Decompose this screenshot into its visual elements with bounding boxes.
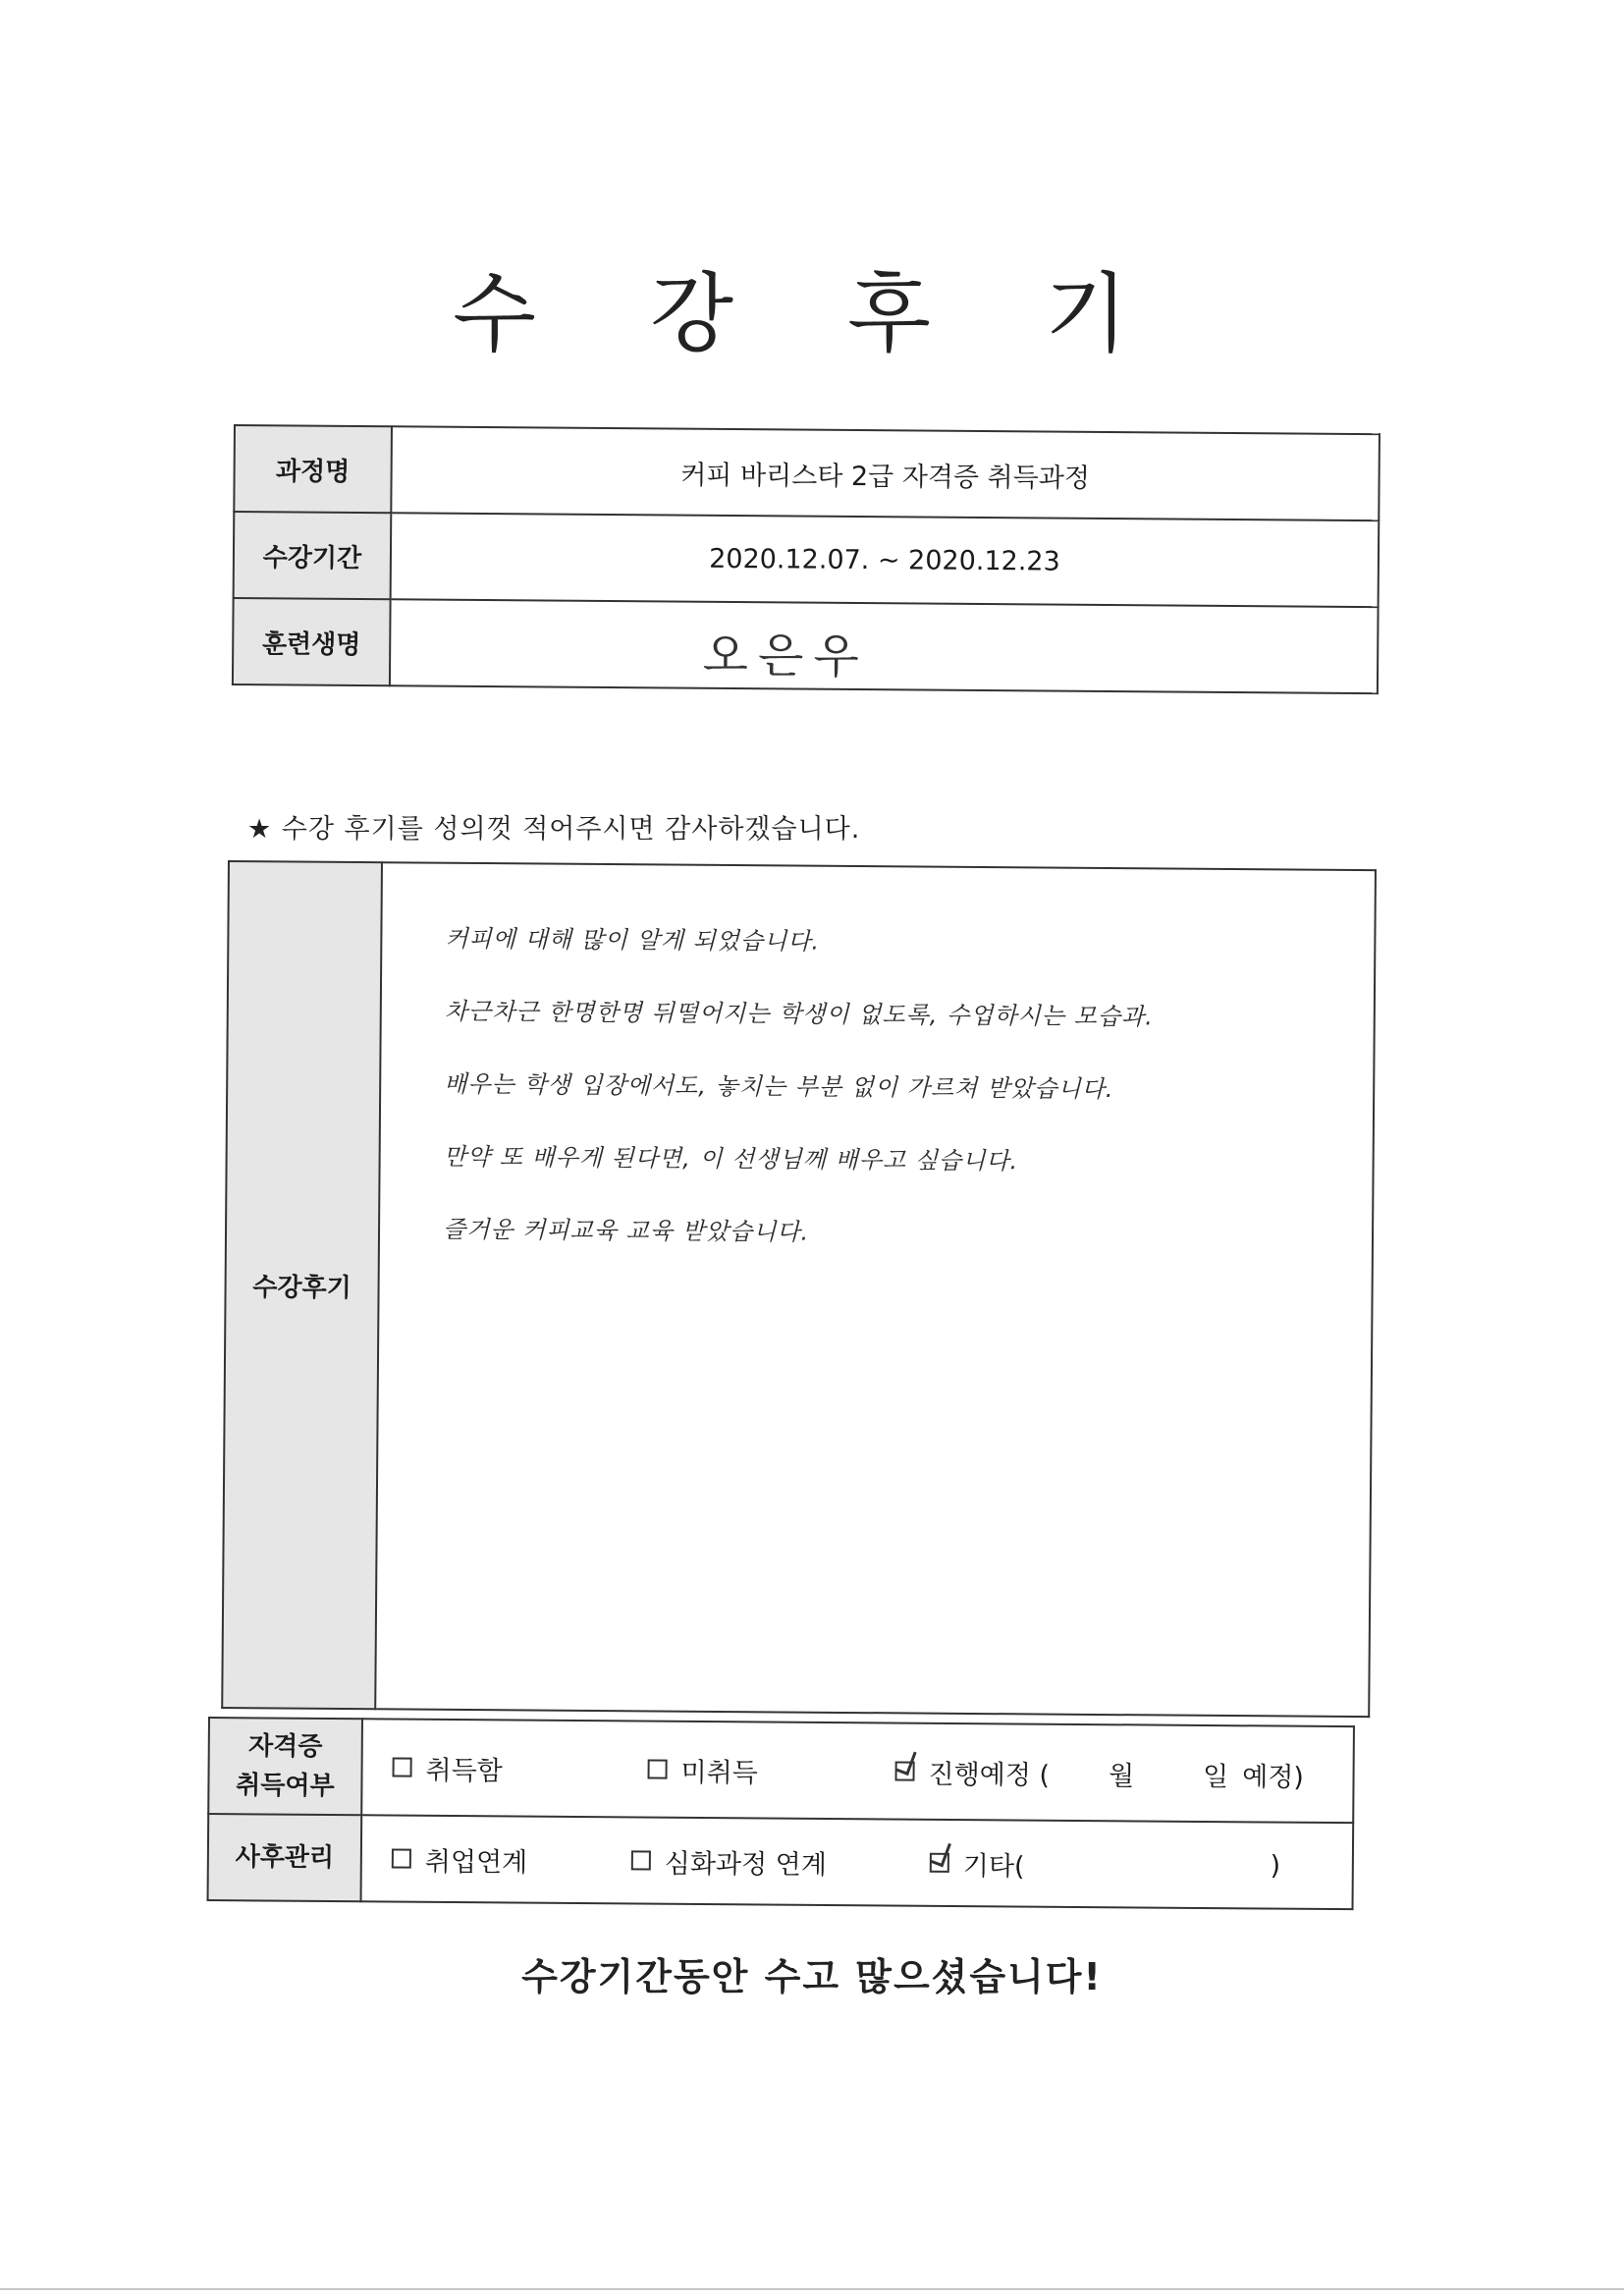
course-label: 과정명: [234, 425, 392, 513]
review-table: [221, 860, 1377, 1718]
option-advanced[interactable]: [631, 1841, 930, 1882]
course-info-table: [232, 424, 1380, 694]
period-row: [234, 512, 1380, 607]
option-other-close: ): [1270, 1849, 1281, 1882]
planned-suffix: 예정): [1242, 1761, 1305, 1793]
course-row: [234, 425, 1380, 520]
aftercare-label: 사후관리: [208, 1814, 362, 1901]
certificate-row: [208, 1718, 1354, 1823]
checkbox-advanced[interactable]: [631, 1850, 651, 1870]
review-label: 수강후기: [222, 861, 382, 1709]
checkbox-acquired[interactable]: [393, 1757, 412, 1777]
certificate-option-row: [362, 1748, 1352, 1794]
review-line-4: 만약 또 배우게 된다면, 이 선생님께 배우고 싶습니다.: [443, 1142, 1019, 1175]
certificate-options: [361, 1719, 1354, 1823]
review-line-5: 즐거운 커피교육 교육 받았습니다.: [442, 1215, 810, 1246]
aftercare-option-row: [362, 1839, 1352, 1886]
scan-edge-line: [0, 2288, 1624, 2290]
review-line-3: 배우는 학생 입장에서도, 놓치는 부분 없이 가르쳐 받았습니다.: [444, 1069, 1114, 1104]
option-other-label: 기타(: [962, 1850, 1025, 1883]
certificate-label-line2: 취득여부: [236, 1771, 335, 1802]
review-line-2: 차근차근 한명한명 뒤떨어지는 학생이 없도록, 수업하시는 모습과.: [444, 997, 1154, 1031]
period-label: 수강기간: [234, 512, 392, 599]
option-not-acquired-label: 미취득: [680, 1757, 758, 1788]
checkbox-not-acquired[interactable]: [648, 1760, 668, 1779]
closing-message: 수강기간동안 수고 많으셨습니다!: [521, 1955, 1103, 1998]
checkbox-employment[interactable]: [392, 1848, 411, 1868]
certificate-label-line1: 자격증: [247, 1731, 323, 1762]
aftercare-row: [208, 1814, 1354, 1909]
student-name-handwritten: 오은우: [702, 628, 869, 684]
checkbox-planned-checked[interactable]: [895, 1761, 915, 1780]
checkbox-other-checked[interactable]: [930, 1853, 949, 1873]
option-employment-label: 취업연계: [424, 1846, 528, 1879]
review-line-1: 커피에 대해 많이 알게 되었습니다.: [445, 924, 821, 956]
course-value: 커피 바리스타 2급 자격증 취득과정: [391, 426, 1380, 520]
review-row: [222, 861, 1376, 1717]
period-value: 2020.12.07. ~ 2020.12.23: [391, 513, 1380, 607]
month-label: 월: [1108, 1760, 1135, 1791]
review-lines: [443, 919, 1290, 1289]
student-value-cell[interactable]: [390, 599, 1379, 693]
notice-text: ★ 수강 후기를 성의껏 적어주시면 감사하겠습니다.: [247, 814, 861, 845]
option-acquired[interactable]: [392, 1748, 647, 1788]
option-planned-label: 진행예정 (: [928, 1759, 1051, 1791]
option-employment[interactable]: [392, 1839, 631, 1880]
day-label: 일: [1202, 1761, 1229, 1792]
student-label: 훈련생명: [233, 598, 391, 685]
page-title: 수 강 후 기: [453, 263, 1171, 364]
status-table: [207, 1717, 1355, 1910]
student-row: [233, 598, 1379, 693]
option-not-acquired[interactable]: [647, 1750, 894, 1790]
certificate-label: [208, 1718, 362, 1815]
aftercare-options: [361, 1815, 1354, 1909]
option-other[interactable]: [930, 1843, 1281, 1885]
option-planned[interactable]: [894, 1752, 1304, 1793]
review-text-area[interactable]: [375, 862, 1376, 1717]
option-advanced-label: 심화과정 연계: [664, 1848, 828, 1881]
option-acquired-label: 취득함: [425, 1755, 503, 1786]
